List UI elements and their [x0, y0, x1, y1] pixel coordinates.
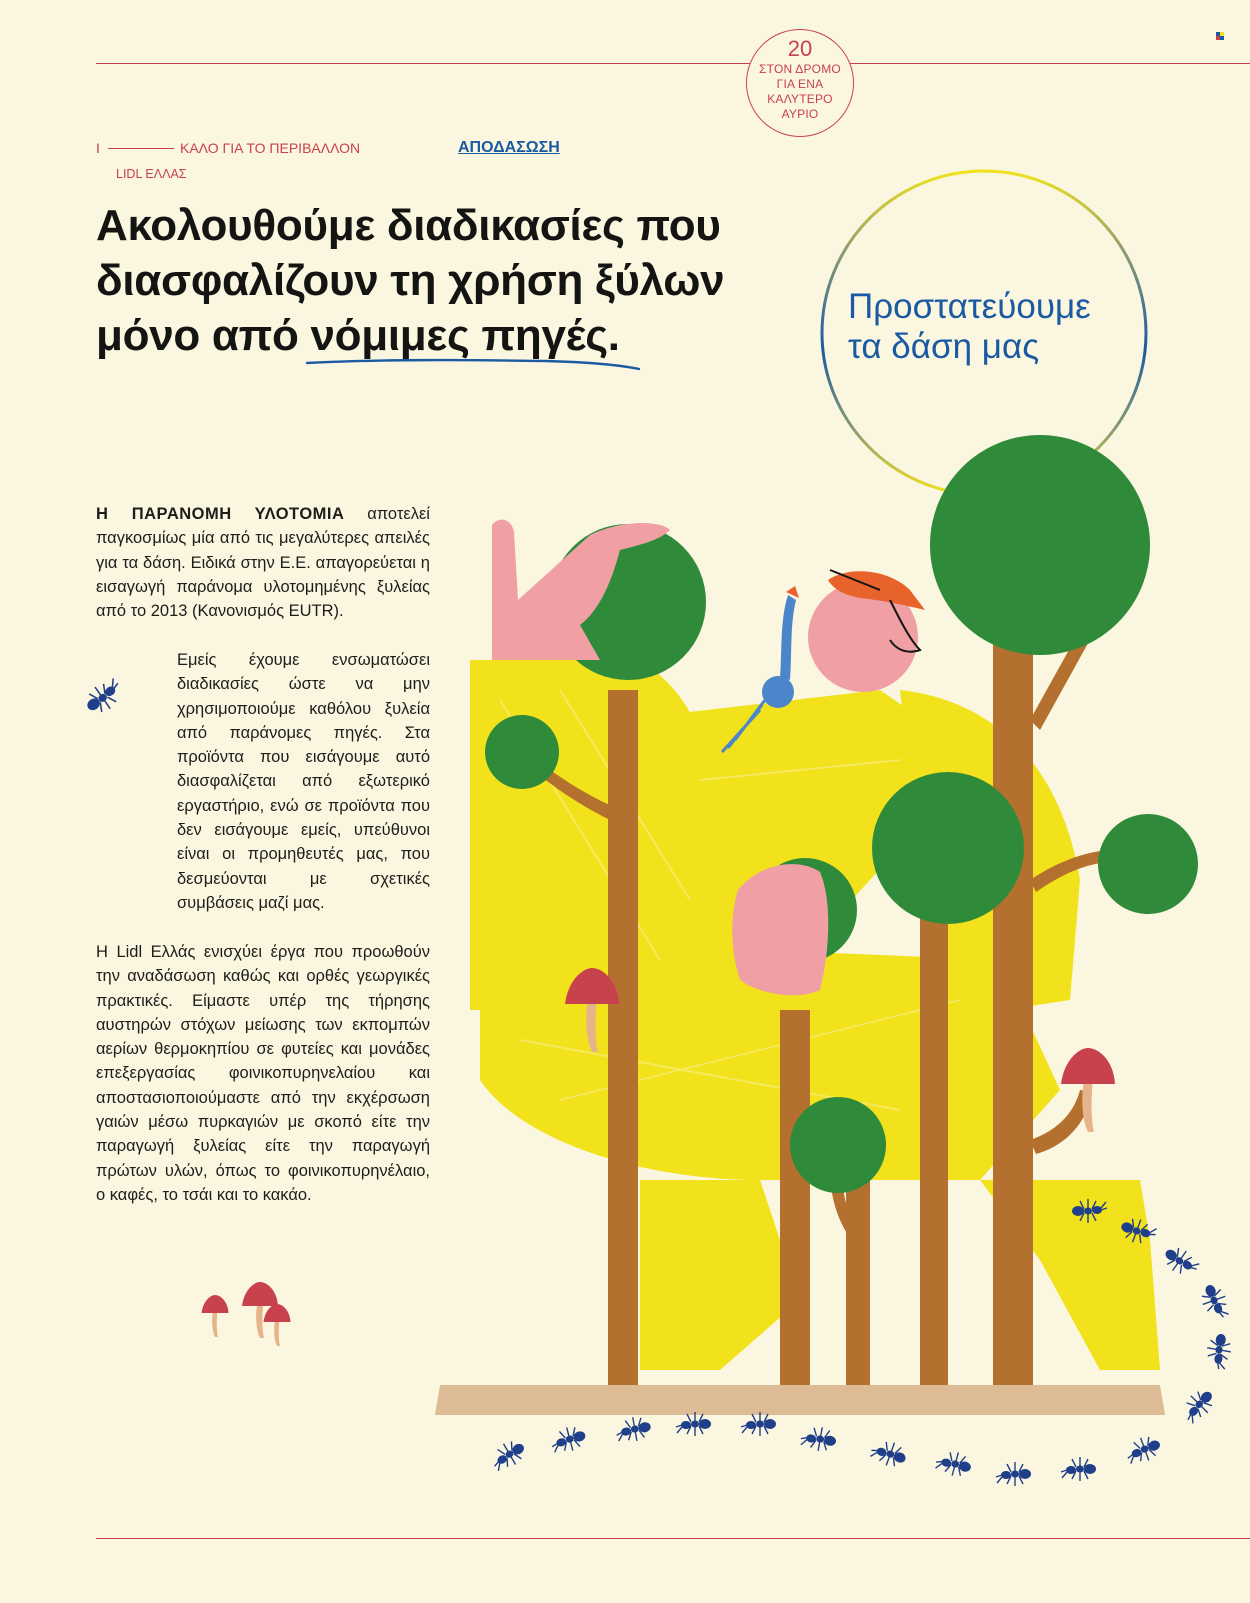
callout-circle	[817, 166, 1152, 501]
lead-caps: Η ΠΑΡΑΝΟΜΗ ΥΛΟΤΟΜΙΑ	[96, 505, 345, 523]
headline-text: Ακολουθούμε διαδικασίες που διασφαλίζουν τη χρήση ξύλων μόνο από	[96, 201, 725, 360]
page-number-badge	[746, 29, 854, 137]
bird-icon	[722, 586, 799, 752]
badge-line-1: ΣΤΟΝ ΔΡΟΜΟ	[759, 62, 841, 76]
section-brand: LIDL ΕΛΛΑΣ	[116, 167, 187, 181]
underline-squiggle	[305, 357, 645, 373]
callout-line-1: Προστατεύουμε	[848, 287, 1091, 326]
section-header	[96, 140, 360, 156]
section-divider	[108, 148, 174, 149]
paragraph-3-text: Η Lidl Ελλάς ενισχύει έργα που προωθούν την αναδάσωση καθώς και ορθές γεωργικές πρακτικές. Είμαστε υπέρ της τήρησης αυστηρών στόχων μείωσης των εκπομπών αερίων θερμοκηπίου σε φυτείες και μονάδες επεξεργασίας φοινικοπυρηνελαίου και αποστασιοποιούμαστε από την εκχέρσωση γαιών μέσω πυρκαγιών με σκοπό είτε την παραγωγή ξυλείας είτε την παραγωγή πρώτων υλών, όπως το φοινικοπυρηνέλαιο, ο καφές, το τσάι και το κακάο.	[96, 943, 430, 1204]
top-rule	[96, 63, 1250, 64]
headline-highlight: νόμιμες πηγές	[311, 311, 608, 360]
article-paragraph-2	[177, 648, 430, 915]
badge-line-3: ΚΑΛΥΤΕΡΟ	[767, 92, 833, 106]
paragraph-1-text: αποτελεί παγκοσμίως μία από τις μεγαλύτερες απειλές για τα δάση. Ειδικά στην Ε.Ε. απαγορεύεται η εισαγωγή παράνομα υλοτομημένης ξυλείας από το 2013 (Κανονισμός EUTR).	[96, 505, 430, 621]
logo-icon	[1216, 32, 1224, 40]
section-title: ΚΑΛΟ ΓΙΑ ΤΟ ΠΕΡΙΒΑΛΛΟΝ	[180, 140, 361, 156]
mushroom-icon	[202, 1282, 291, 1346]
article-paragraph-1	[96, 502, 430, 623]
tag-link[interactable]: ΑΠΟΔΑΣΩΣΗ	[458, 139, 560, 156]
paragraph-2-text: Εμείς έχουμε ενσωματώσει διαδικασίες ώστε να μην χρησιμοποιούμε καθόλου ξυλεία από παράνομες πηγές. Στα προϊόντα που εισάγουμε αυτό διασφαλίζεται από εξωτερικό εργαστήριο, ενώ σε προϊόντα που δεν εισάγουμε εμείς, υπεύθυνοι είναι οι προμηθευτές μας, που δεσμεύονται με σχετικές συμβάσεις μαζί μας.	[177, 651, 430, 912]
article-paragraph-3	[96, 940, 430, 1207]
section-numeral: I	[96, 140, 100, 156]
badge-line-2: ΓΙΑ ΕΝΑ	[776, 77, 824, 91]
badge-line-4: ΑΥΡΙΟ	[781, 107, 819, 121]
headline-end: .	[607, 311, 620, 360]
callout-line-2: τα δάση μας	[848, 327, 1040, 366]
page-number: 20	[787, 36, 813, 61]
bottom-rule	[96, 1538, 1250, 1539]
page-title	[96, 198, 756, 363]
